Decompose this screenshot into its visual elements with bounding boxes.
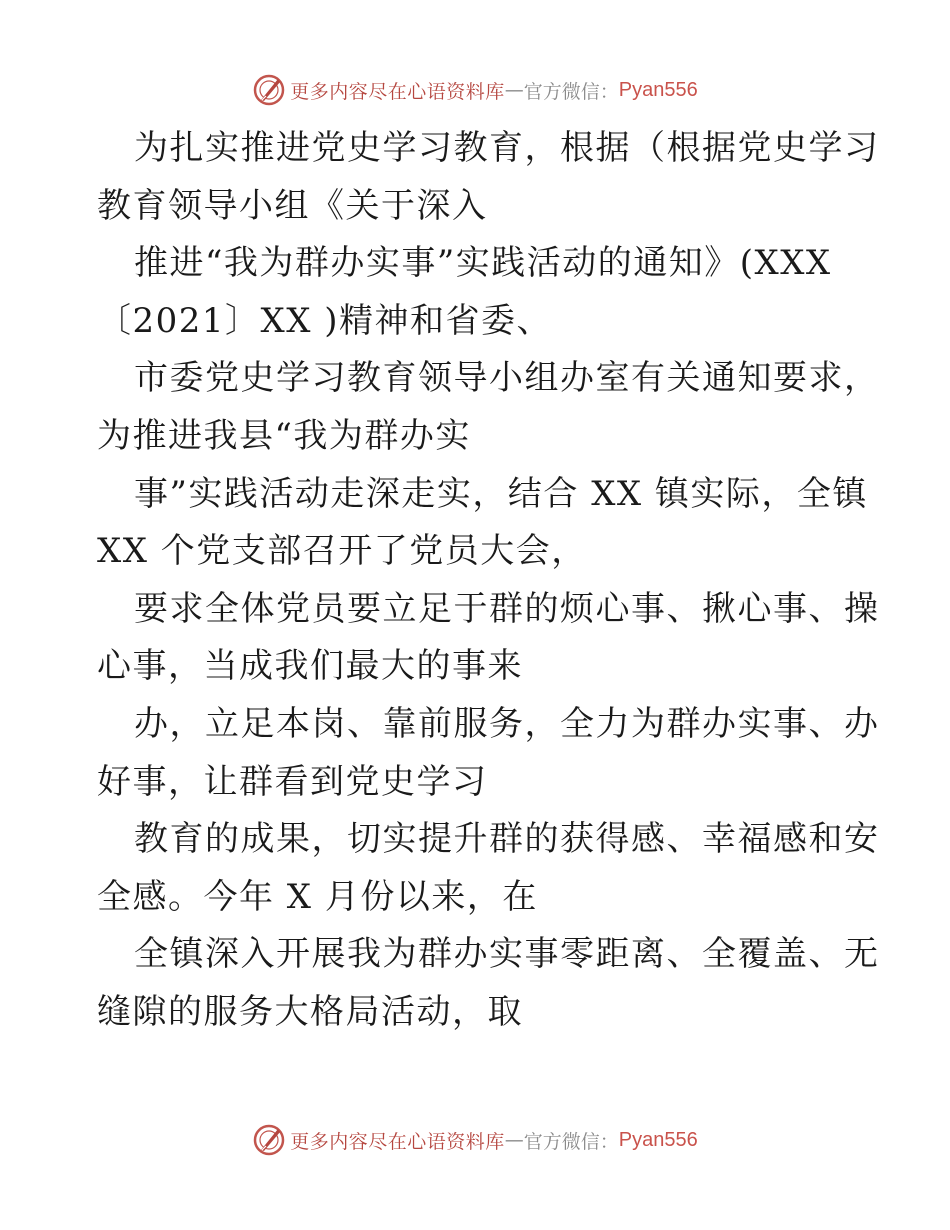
body-line-2: 教育领导小组《关于深入	[97, 185, 488, 226]
body-line-6: 为推进我县“我为群办实	[97, 415, 471, 456]
watermark-dash: —	[504, 79, 524, 101]
watermark-wechat-id: Pyan556	[618, 1128, 698, 1151]
body-line-3: 推进“我为群办实事”实践活动的通知》(XXX	[134, 243, 832, 284]
body-line-15: 全镇深入开展我为群办实事零距离、全覆盖、无	[134, 934, 880, 975]
quill-logo-icon	[252, 73, 286, 107]
body-line-9: 要求全体党员要立足于群的烦心事、揪心事、操	[134, 588, 880, 629]
body-line-14: 全感。今年 X 月份以来，在	[97, 876, 538, 917]
watermark-wechat-id: Pyan556	[618, 78, 698, 101]
body-line-8: XX 个党支部召开了党员大会，	[97, 531, 587, 572]
body-line-16: 缝隙的服务大格局活动，取	[97, 991, 523, 1032]
watermark-dash: —	[504, 1129, 524, 1151]
document-body	[97, 120, 880, 1042]
body-line-4: 〔2021〕XX )精神和省委、	[97, 300, 553, 341]
watermark-title: 更多内容尽在心语资料库	[290, 80, 505, 103]
footer-watermark	[0, 1122, 950, 1158]
body-line-7: 事”实践活动走深走实，结合 XX 镇实际，全镇	[134, 473, 868, 514]
watermark-wechat-label: 官方微信：	[523, 1130, 619, 1153]
body-line-5: 市委党史学习教育领导小组办室有关通知要求，	[134, 358, 880, 399]
watermark-wechat-label: 官方微信：	[523, 80, 619, 103]
quill-logo-icon	[252, 1123, 286, 1157]
body-line-12: 好事，让群看到党史学习	[97, 761, 488, 802]
header-watermark	[0, 72, 950, 108]
body-line-10: 心事，当成我们最大的事来	[97, 646, 523, 687]
body-line-11: 办，立足本岗、靠前服务，全力为群办实事、办	[134, 703, 880, 744]
body-line-13: 教育的成果，切实提升群的获得感、幸福感和安	[134, 819, 880, 860]
body-line-1: 为扎实推进党史学习教育，根据（根据党史学习	[134, 128, 880, 168]
watermark-title: 更多内容尽在心语资料库	[290, 1130, 505, 1153]
